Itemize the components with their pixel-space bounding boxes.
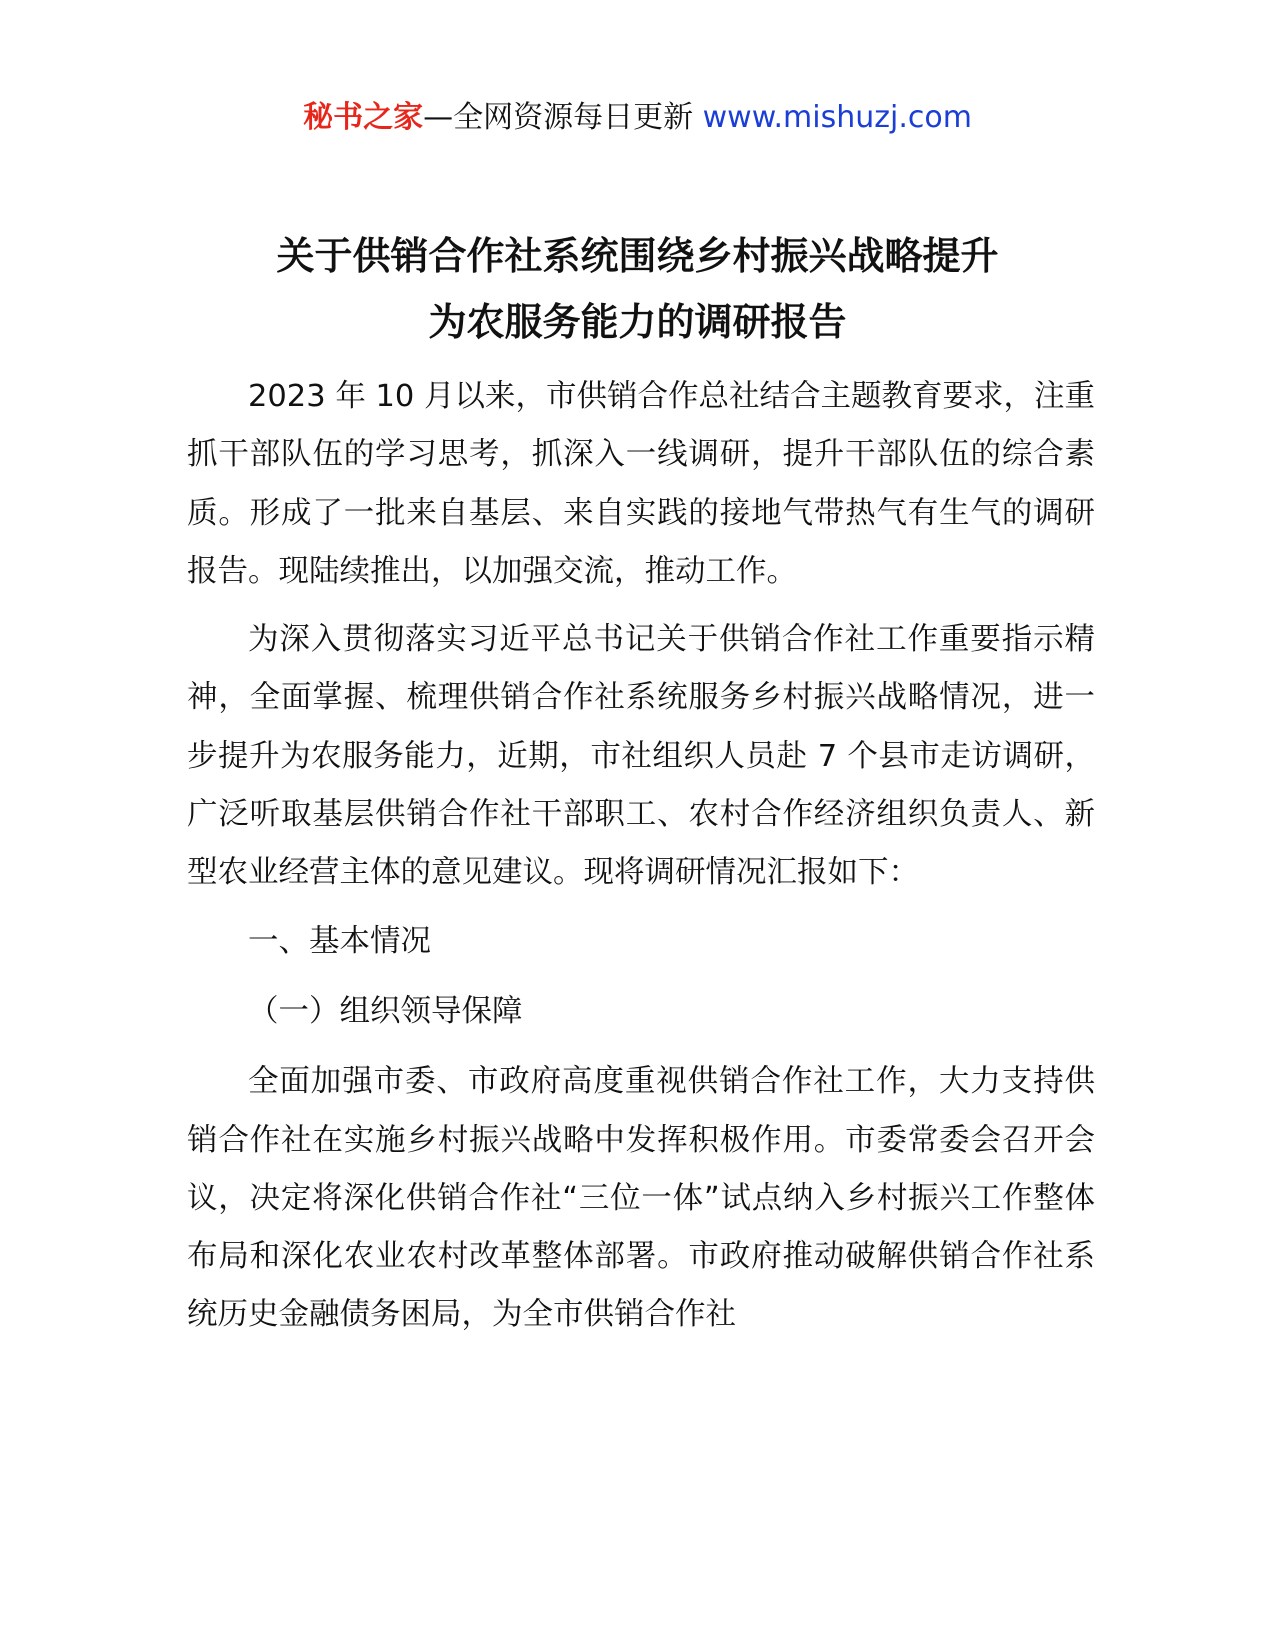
document-title-line-1: 关于供销合作社系统围绕乡村振兴战略提升 — [276, 234, 999, 278]
document-body — [187, 368, 1095, 1355]
site-tagline: —全网资源每日更新 — [423, 100, 703, 135]
section-heading-basic-situation: 一、基本情况 — [248, 923, 431, 959]
paragraph-leadership: 全面加强市委、市政府高度重视供销合作社工作，大力支持供销合作社在实施乡村振兴战略中发挥积极作用。市委常委会召开会议，决定将深化供销合作社“三位一体”试点纳入乡村振兴工作整体布局和深化农业农村改革整体部署。市政府推动破解供销合作社系统历史金融债务困局，为全市供销合作社 — [187, 1064, 1095, 1333]
site-header — [0, 96, 1275, 140]
document-title-line-2: 为农服务能力的调研报告 — [428, 300, 847, 344]
subsection-heading-leadership: （一）组织领导保障 — [248, 993, 523, 1029]
paragraph-purpose: 为深入贯彻落实习近平总书记关于供销合作社工作重要指示精神，全面掌握、梳理供销合作社系统服务乡村振兴战略情况，进一步提升为农服务能力，近期，市社组织人员赴 7 个县市走访调研，广泛听取基层供销合作社干部职工、农村合作经济组织负责人、新型农业经营主体的意见建议。现将调研情况汇报如下： — [187, 622, 1095, 891]
site-brand: 秘书之家 — [303, 100, 424, 135]
site-url-link[interactable]: www.mishuzj.com — [702, 100, 972, 135]
paragraph-intro: 2023 年 10 月以来，市供销合作总社结合主题教育要求，注重抓干部队伍的学习思考，抓深入一线调研，提升干部队伍的综合素质。形成了一批来自基层、来自实践的接地气带热气有生气的调研报告。现陆续推出，以加强交流，推动工作。 — [187, 379, 1096, 589]
document-title — [0, 223, 1275, 355]
